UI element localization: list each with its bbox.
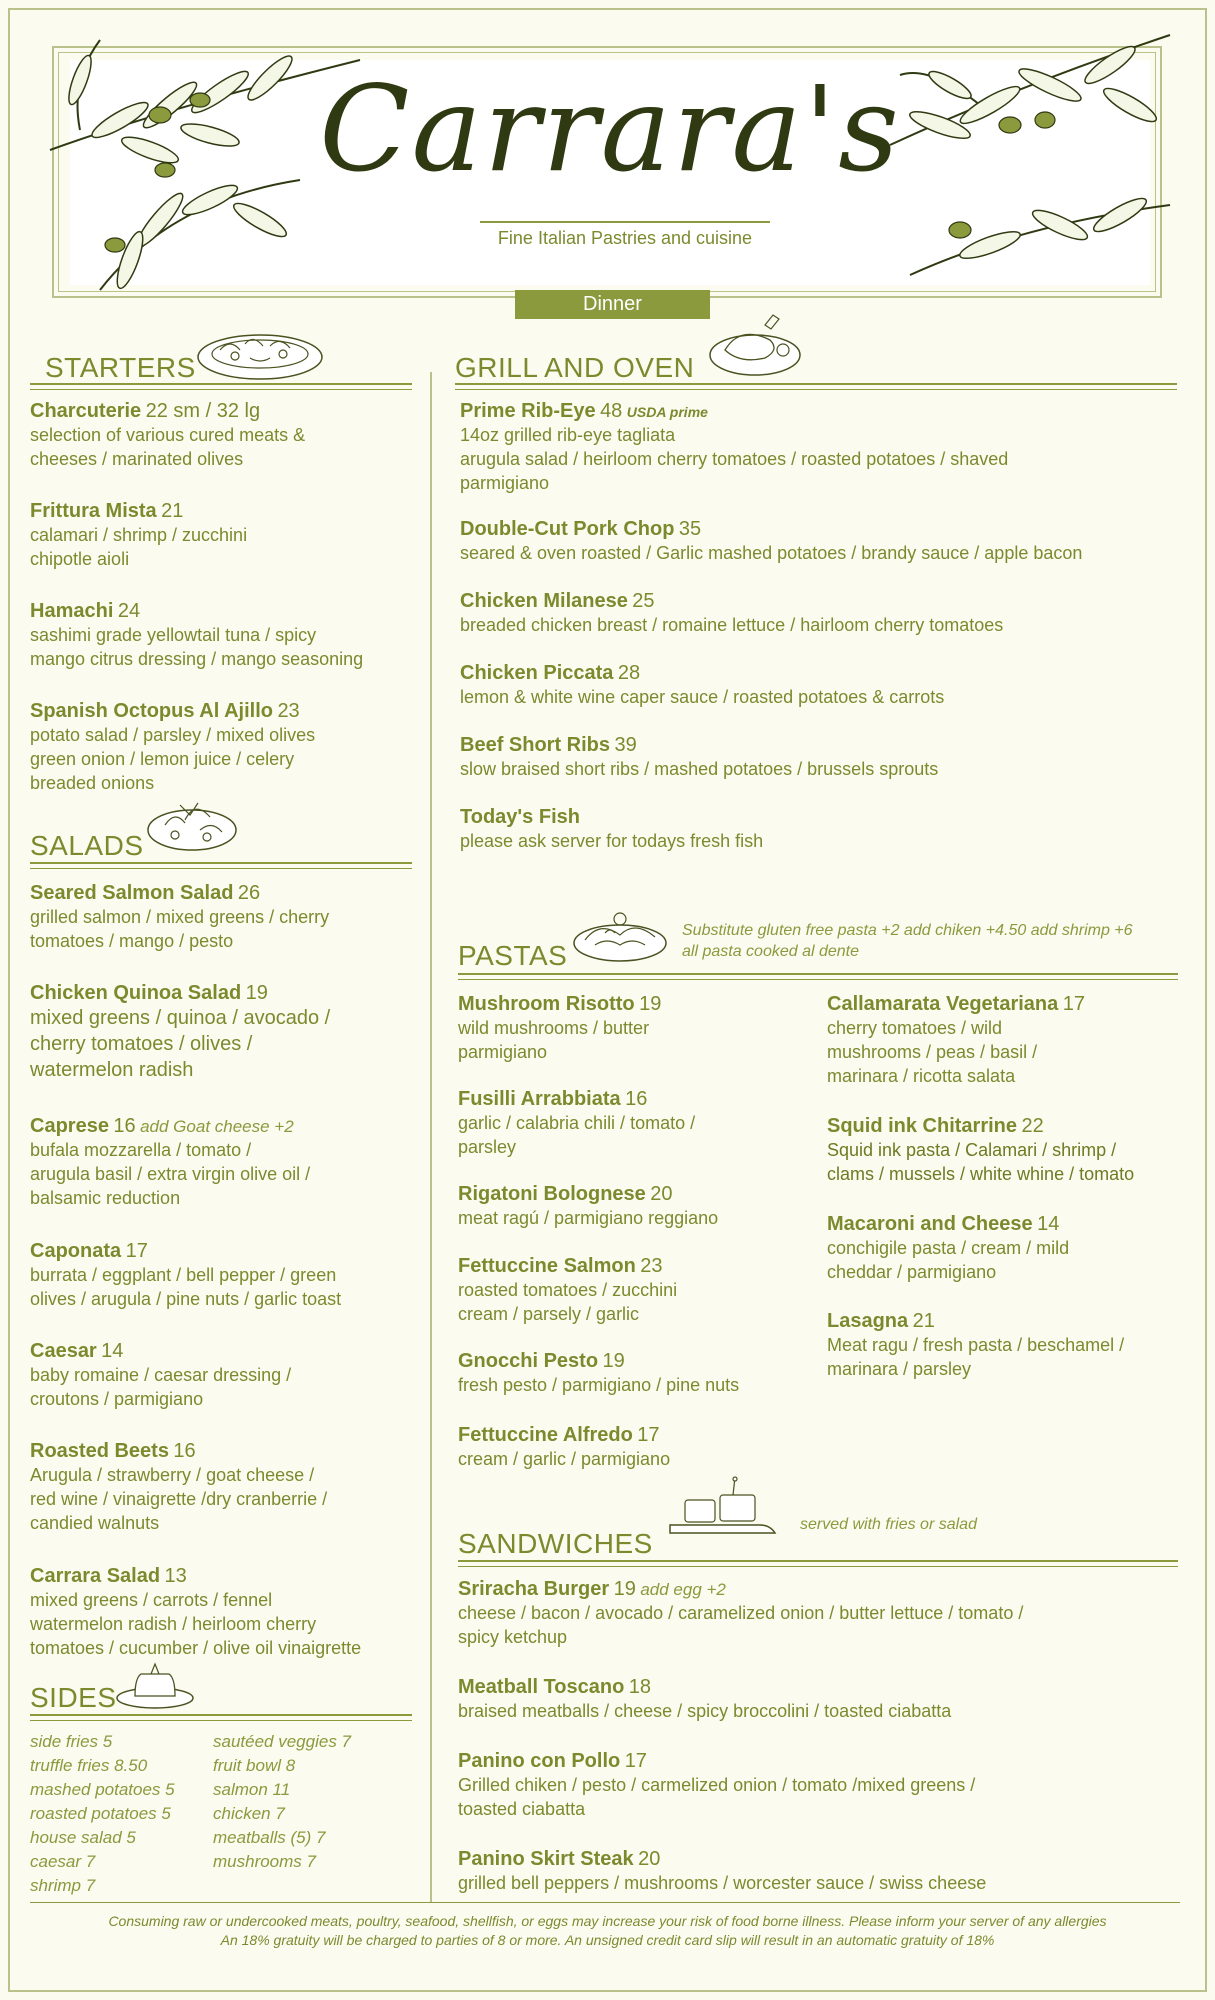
item-description: cheddar / parmigiano	[827, 1262, 997, 1282]
item-price: 39	[614, 734, 637, 756]
item-price: 19	[245, 982, 268, 1004]
footer-disclaimer	[30, 1912, 1185, 1950]
item-name: Caponata	[30, 1240, 122, 1262]
item-description: clams / mussels / white whine / tomato	[827, 1164, 1135, 1184]
item-description: grilled salmon / mixed greens / cherry	[30, 907, 330, 927]
item-description: 14oz grilled rib-eye tagliata	[460, 425, 676, 445]
item-price: 23	[640, 1255, 663, 1277]
menu-item	[30, 1340, 420, 1411]
sides-list-right	[213, 1730, 413, 1874]
item-description: meat ragú / parmigiano reggiano	[458, 1208, 719, 1228]
starters-rule	[30, 383, 412, 385]
item-description: slow braised short ribs / mashed potatoes / brussels sprouts	[460, 759, 939, 779]
item-grade: USDA prime	[626, 404, 708, 420]
item-price: 24	[117, 600, 141, 622]
sides-list-left	[30, 1730, 210, 1898]
item-description: cheeses / marinated olives	[30, 449, 244, 469]
item-description: Arugula / strawberry / goat cheese /	[30, 1465, 315, 1485]
sandwiches-rule-thin	[458, 1566, 1178, 1567]
item-price: 23	[277, 700, 300, 722]
item-price: 13	[164, 1565, 187, 1587]
section-heading-grill: GRILL AND OVEN	[455, 352, 695, 383]
section-heading-sandwiches: SANDWICHES	[458, 1528, 653, 1559]
item-price: 26	[237, 882, 261, 904]
olive-branch-icon	[870, 25, 1180, 290]
menu-item	[458, 1183, 818, 1230]
item-description: green onion / lemon juice / celery	[30, 749, 295, 769]
item-price: 14	[1037, 1213, 1060, 1235]
item-description: baby romaine / caesar dressing /	[30, 1365, 292, 1385]
item-description: sashimi grade yellowtail tuna / spicy	[30, 625, 317, 645]
item-description: mango citrus dressing / mango seasoning	[30, 649, 364, 669]
menu-item	[458, 1676, 1178, 1723]
menu-item	[458, 1424, 818, 1471]
section-heading-pastas: PASTAS	[458, 940, 568, 971]
pasta-note-line: all pasta cooked al dente	[682, 943, 860, 960]
item-description: breaded chicken breast / romaine lettuce / hairloom cherry tomatoes	[460, 615, 1004, 635]
side-item: fruit bowl 8	[213, 1756, 296, 1775]
item-description: burrata / eggplant / bell pepper / green	[30, 1265, 337, 1285]
item-price: 17	[125, 1240, 148, 1262]
item-price: 16	[113, 1115, 136, 1137]
item-description: cherry tomatoes / olives /	[30, 1033, 253, 1055]
salads-rule-thin	[30, 868, 412, 869]
side-item: meatballs (5) 7	[213, 1828, 326, 1847]
item-description: spicy ketchup	[458, 1627, 568, 1647]
menu-item	[30, 700, 420, 795]
item-description: chipotle aioli	[30, 549, 130, 569]
item-price: 21	[912, 1310, 935, 1332]
menu-item	[827, 993, 1187, 1088]
item-name: Chicken Piccata	[460, 662, 614, 684]
item-price: 18	[628, 1676, 652, 1698]
seafood-platter-icon	[195, 322, 325, 382]
item-description: grilled bell peppers / mushrooms / worcester sauce / swiss cheese	[458, 1873, 987, 1893]
item-name: Frittura Mista	[30, 500, 157, 522]
salad-bowl-icon	[145, 795, 240, 855]
item-description: cream / garlic / parmigiano	[458, 1449, 671, 1469]
item-description: wild mushrooms / butter	[458, 1018, 650, 1038]
item-description: selection of various cured meats &	[30, 425, 306, 445]
item-price: 35	[678, 518, 702, 540]
item-description: parsley	[458, 1137, 517, 1157]
item-name: Meatball Toscano	[458, 1676, 625, 1698]
item-name: Lasagna	[827, 1310, 909, 1332]
item-description: bufala mozzarella / tomato /	[30, 1140, 252, 1160]
pasta-note	[682, 920, 1182, 962]
item-price: 22 sm / 32 lg	[145, 400, 261, 422]
roast-chicken-icon	[705, 310, 805, 380]
pastas-rule	[458, 973, 1178, 975]
side-item: caesar 7	[30, 1852, 96, 1871]
menu-item	[458, 1750, 1178, 1821]
menu-item	[460, 806, 1180, 853]
side-item: side fries 5	[30, 1732, 113, 1751]
item-name: Beef Short Ribs	[460, 734, 611, 756]
menu-item	[460, 734, 1180, 781]
item-name: Panino Skirt Steak	[458, 1848, 634, 1870]
item-price: 19	[639, 993, 662, 1015]
footer-line: An 18% gratuity will be charged to parties of 8 or more. An unsigned credit card slip will result in an automatic gratuity of 18%	[220, 1932, 995, 1948]
side-item: salmon 11	[213, 1780, 291, 1799]
menu-item	[30, 400, 420, 471]
panna-cotta-icon	[115, 1660, 195, 1710]
item-description: braised meatballs / cheese / spicy broccolini / toasted ciabatta	[458, 1701, 952, 1721]
item-description: toasted ciabatta	[458, 1799, 586, 1819]
item-price: 17	[1062, 993, 1085, 1015]
item-addon: add egg +2	[640, 1580, 726, 1599]
menu-type-badge: Dinner	[515, 290, 710, 319]
item-description: tomatoes / cucumber / olive oil vinaigrette	[30, 1638, 362, 1658]
item-description: watermelon radish / heirloom cherry	[30, 1614, 317, 1634]
item-name: Panino con Pollo	[458, 1750, 621, 1772]
item-description: marinara / ricotta salata	[827, 1066, 1016, 1086]
item-description: mixed greens / quinoa / avocado /	[30, 1007, 331, 1029]
item-description: olives / arugula / pine nuts / garlic toast	[30, 1289, 342, 1309]
item-description: balsamic reduction	[30, 1188, 181, 1208]
menu-item	[30, 500, 420, 571]
section-heading-starters: STARTERS	[45, 352, 196, 383]
item-name: Fusilli Arrabbiata	[458, 1088, 621, 1110]
menu-item	[460, 400, 1180, 495]
menu-item	[458, 1255, 818, 1326]
item-name: Rigatoni Bolognese	[458, 1183, 646, 1205]
item-name: Callamarata Vegetariana	[827, 993, 1059, 1015]
item-price: 14	[101, 1340, 124, 1362]
side-item: chicken 7	[213, 1804, 285, 1823]
item-price: 20	[638, 1848, 661, 1870]
sides-rule	[30, 1714, 412, 1716]
item-price: 28	[617, 662, 641, 684]
menu-item	[30, 882, 420, 953]
item-description: Grilled chiken / pesto / carmelized onion / tomato /mixed greens /	[458, 1775, 976, 1795]
restaurant-logo: Carrara's	[319, 60, 901, 198]
item-price: 19	[602, 1350, 625, 1372]
footer-rule	[30, 1902, 1180, 1903]
item-description: lemon & white wine caper sauce / roasted potatoes & carrots	[460, 687, 945, 707]
item-price: 16	[173, 1440, 196, 1462]
item-name: Caprese	[30, 1115, 109, 1137]
pasta-note-line: Substitute gluten free pasta +2 add chiken +4.50 add shrimp +6	[682, 922, 1133, 939]
tagline-rule	[480, 221, 770, 223]
item-name: Mushroom Risotto	[458, 993, 635, 1015]
item-description: arugula salad / heirloom cherry tomatoes / roasted potatoes / shaved	[460, 449, 1009, 469]
item-description: please ask server for todays fresh fish	[460, 831, 764, 851]
menu-item	[827, 1115, 1192, 1186]
sandwiches-rule	[458, 1560, 1178, 1562]
item-name: Squid ink Chitarrine	[827, 1115, 1018, 1137]
menu-item	[458, 1088, 818, 1159]
item-description: Squid ink pasta / Calamari / shrimp /	[827, 1140, 1117, 1160]
tagline: Fine Italian Pastries and cuisine	[497, 228, 753, 248]
menu-item	[458, 1578, 1178, 1649]
pasta-plate-icon	[570, 905, 670, 965]
item-name: Double-Cut Pork Chop	[460, 518, 675, 540]
item-description: garlic / calabria chili / tomato /	[458, 1113, 696, 1133]
item-description: red wine / vinaigrette /dry cranberrie /	[30, 1489, 328, 1509]
side-item: truffle fries 8.50	[30, 1756, 148, 1775]
side-item: sautéed veggies 7	[213, 1732, 351, 1751]
item-price: 17	[624, 1750, 647, 1772]
item-description: cheese / bacon / avocado / caramelized onion / butter lettuce / tomato /	[458, 1603, 1024, 1623]
side-item: roasted potatoes 5	[30, 1804, 171, 1823]
item-name: Caesar	[30, 1340, 97, 1362]
item-description: potato salad / parsley / mixed olives	[30, 725, 316, 745]
item-description: arugula basil / extra virgin olive oil /	[30, 1164, 311, 1184]
item-name: Today's Fish	[460, 806, 580, 828]
item-price: 20	[650, 1183, 673, 1205]
item-addon: add Goat cheese +2	[140, 1117, 294, 1136]
item-description: seared & oven roasted / Garlic mashed potatoes / brandy sauce / apple bacon	[460, 543, 1083, 563]
menu-item	[30, 1565, 430, 1660]
side-item: house salad 5	[30, 1828, 136, 1847]
menu-item	[827, 1213, 1187, 1284]
item-description: cream / parsely / garlic	[458, 1304, 640, 1324]
item-description: mushrooms / peas / basil /	[827, 1042, 1038, 1062]
menu-item	[460, 662, 1180, 709]
item-description: Meat ragu / fresh pasta / beschamel /	[827, 1335, 1125, 1355]
menu-item	[30, 982, 420, 1083]
menu-item	[30, 1115, 420, 1210]
item-description: croutons / parmigiano	[30, 1389, 204, 1409]
item-name: Chicken Milanese	[460, 590, 628, 612]
item-price: 16	[625, 1088, 648, 1110]
grill-rule-thin	[455, 389, 1177, 390]
sandwich-board-icon	[665, 1475, 780, 1545]
item-name: Hamachi	[30, 600, 114, 622]
item-price: 17	[637, 1424, 660, 1446]
item-name: Charcuterie	[30, 400, 142, 422]
item-price: 19	[613, 1578, 636, 1600]
item-description: parmigiano	[458, 1042, 548, 1062]
menu-item	[458, 993, 818, 1064]
item-price: 25	[632, 590, 655, 612]
item-name: Chicken Quinoa Salad	[30, 982, 242, 1004]
menu-item	[30, 1440, 420, 1535]
item-description: breaded onions	[30, 773, 155, 793]
sandwich-note: served with fries or salad	[800, 1516, 977, 1533]
item-description: calamari / shrimp / zucchini	[30, 525, 248, 545]
column-divider	[430, 372, 432, 1902]
pastas-rule-thin	[458, 979, 1178, 980]
item-price: 22	[1021, 1115, 1044, 1137]
section-heading-salads: SALADS	[30, 830, 144, 861]
item-description: cherry tomatoes / wild	[827, 1018, 1003, 1038]
item-name: Fettuccine Salmon	[458, 1255, 636, 1277]
menu-item	[460, 590, 1180, 637]
item-description: tomatoes / mango / pesto	[30, 931, 234, 951]
starters-rule-thin	[30, 389, 412, 390]
item-description: conchigile pasta / cream / mild	[827, 1238, 1070, 1258]
menu-item	[30, 600, 430, 671]
item-description: roasted tomatoes / zucchini	[458, 1280, 678, 1300]
item-description: parmigiano	[460, 473, 550, 493]
item-description: mixed greens / carrots / fennel	[30, 1590, 273, 1610]
sides-rule-thin	[30, 1720, 412, 1721]
menu-item	[30, 1240, 420, 1311]
menu-item	[458, 1848, 1178, 1895]
side-item: mashed potatoes 5	[30, 1780, 175, 1799]
menu-item	[827, 1310, 1187, 1381]
menu-item	[460, 518, 1180, 565]
item-name: Spanish Octopus Al Ajillo	[30, 700, 273, 722]
grill-rule	[455, 383, 1177, 385]
side-item: shrimp 7	[30, 1876, 96, 1895]
menu-item	[458, 1350, 818, 1397]
item-name: Seared Salmon Salad	[30, 882, 234, 904]
item-price: 21	[161, 500, 184, 522]
item-description: marinara / parsley	[827, 1359, 972, 1379]
salads-rule	[30, 862, 412, 864]
item-name: Carrara Salad	[30, 1565, 161, 1587]
item-name: Macaroni and Cheese	[827, 1213, 1033, 1235]
section-heading-sides: SIDES	[30, 1682, 117, 1713]
item-name: Fettuccine Alfredo	[458, 1424, 633, 1446]
item-price: 48	[600, 400, 623, 422]
item-description: watermelon radish	[30, 1059, 194, 1081]
item-description: fresh pesto / parmigiano / pine nuts	[458, 1375, 740, 1395]
item-name: Roasted Beets	[30, 1440, 169, 1462]
side-item: mushrooms 7	[213, 1852, 316, 1871]
item-description: candied walnuts	[30, 1513, 160, 1533]
item-name: Prime Rib-Eye	[460, 400, 596, 422]
item-name: Sriracha Burger	[458, 1578, 610, 1600]
item-name: Gnocchi Pesto	[458, 1350, 599, 1372]
footer-line: Consuming raw or undercooked meats, poultry, seafood, shellfish, or eggs may increase your risk of food borne illness. Please inform your server of any allergies	[108, 1913, 1107, 1929]
